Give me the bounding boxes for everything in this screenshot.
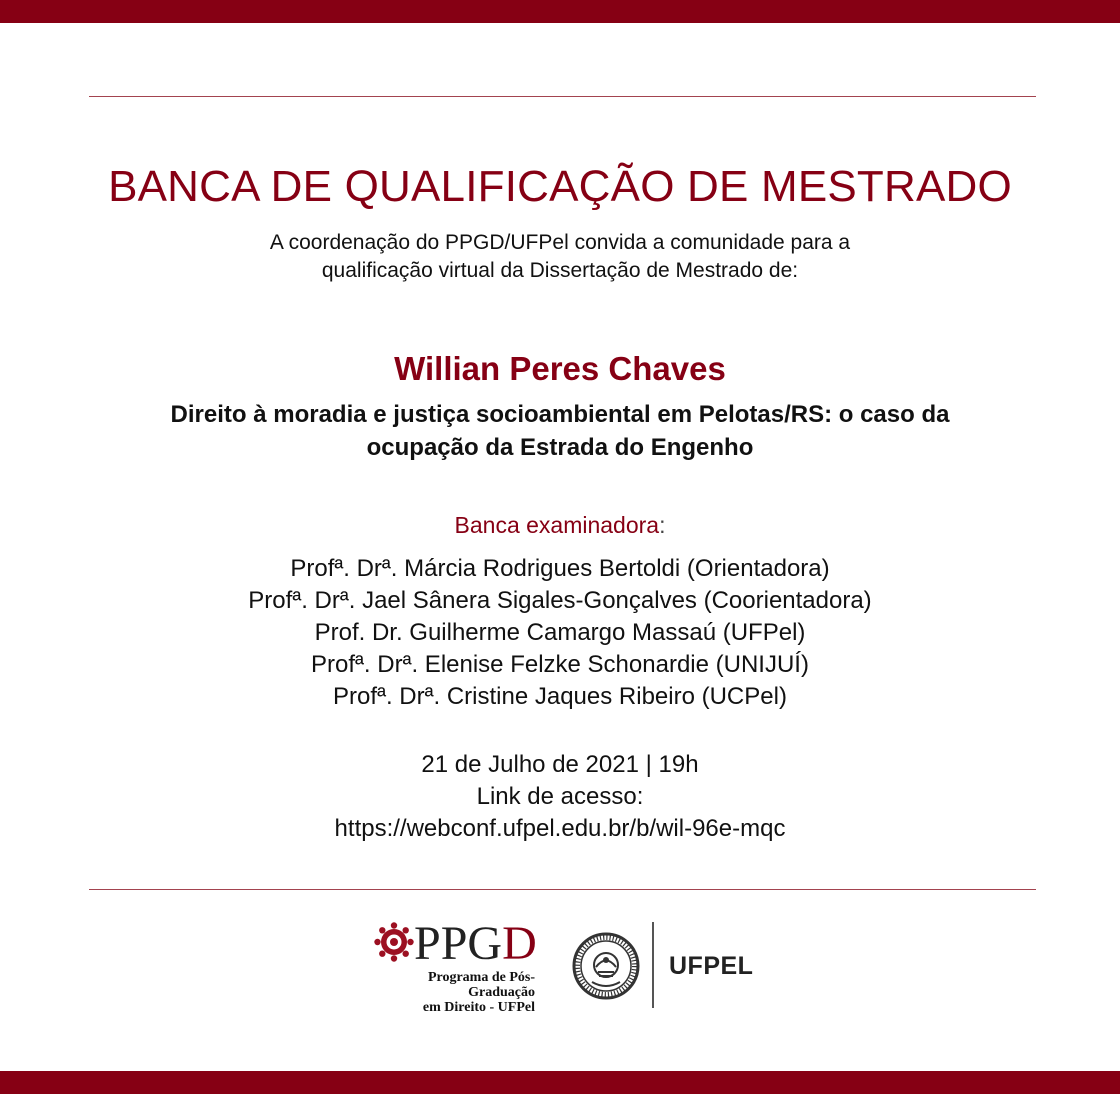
committee-heading-label: Banca examinadora bbox=[454, 512, 660, 538]
committee-members bbox=[0, 553, 1120, 713]
access-link-label: Link de acesso: bbox=[476, 783, 644, 810]
committee-member: Profª. Drª. Jael Sânera Sigales-Gonçalves (Coorientadora) bbox=[248, 587, 872, 614]
invitation-line-1: A coordenação do PPGD/UFPel convida a comunidade para a bbox=[269, 231, 851, 254]
thesis-title-line-1: Direito à moradia e justiça socioambiental em Pelotas/RS: o caso da bbox=[170, 401, 950, 428]
ufpel-wordmark: UFPEL bbox=[669, 952, 754, 980]
access-link[interactable]: https://webconf.ufpel.edu.br/b/wil-96e-mqc bbox=[334, 815, 786, 842]
candidate-name: Willian Peres Chaves bbox=[394, 350, 726, 387]
committee-member: Profª. Drª. Cristine Jaques Ribeiro (UCPel) bbox=[333, 683, 787, 710]
bottom-border-bar bbox=[0, 1071, 1120, 1094]
ppgd-logo bbox=[370, 917, 540, 1015]
university-seal-icon bbox=[572, 932, 640, 1000]
ppgd-wordmark-suffix: D bbox=[502, 917, 537, 970]
committee-member: Profª. Drª. Elenise Felzke Schonardie (UNIJUÍ) bbox=[311, 651, 809, 678]
invitation-line-2: qualificação virtual da Dissertação de Mestrado de: bbox=[321, 259, 799, 282]
ppgd-subtitle bbox=[370, 970, 535, 1015]
top-divider bbox=[89, 96, 1036, 97]
page-title: BANCA DE QUALIFICAÇÃO DE MESTRADO bbox=[108, 162, 1012, 211]
committee-heading bbox=[0, 512, 1120, 539]
ppgd-wordmark bbox=[414, 917, 537, 970]
committee-member: Prof. Dr. Guilherme Camargo Massaú (UFPel) bbox=[314, 619, 806, 646]
top-border-bar bbox=[0, 0, 1120, 23]
logo-divider bbox=[652, 922, 654, 1008]
event-datetime: 21 de Julho de 2021 | 19h bbox=[421, 751, 699, 778]
ppgd-subtitle-line-1: Programa de Pós-Graduação bbox=[427, 970, 535, 1000]
thesis-title-line-2: ocupação da Estrada do Engenho bbox=[366, 434, 754, 461]
committee-member: Profª. Drª. Márcia Rodrigues Bertoldi (Orientadora) bbox=[290, 555, 830, 582]
invitation-text bbox=[0, 229, 1120, 285]
ppgd-subtitle-line-2: em Direito - UFPel bbox=[422, 1000, 535, 1015]
committee-heading-colon: : bbox=[659, 512, 666, 538]
gear-icon bbox=[374, 922, 414, 962]
event-info bbox=[0, 749, 1120, 845]
bottom-divider bbox=[89, 889, 1036, 890]
thesis-title bbox=[0, 398, 1120, 464]
ppgd-wordmark-prefix: PPG bbox=[414, 917, 503, 970]
